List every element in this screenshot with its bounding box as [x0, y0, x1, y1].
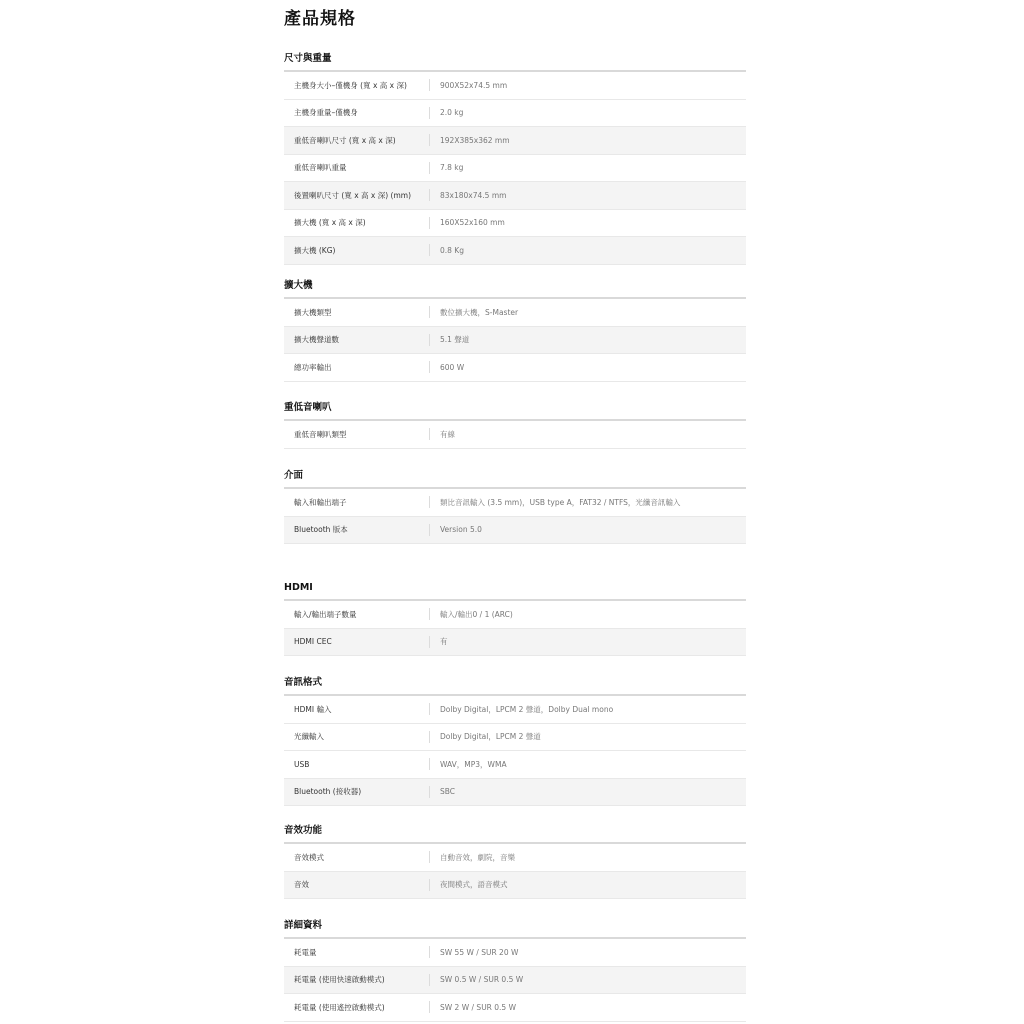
section-title: 音訊格式	[284, 677, 323, 688]
spec-row	[284, 629, 746, 657]
spec-value: 7.8 kg	[440, 163, 464, 173]
spec-value: 160X52x160 mm	[440, 218, 505, 228]
spec-value: 夜間模式，語音模式	[440, 880, 508, 890]
spec-label: 重低音喇叭類型	[294, 429, 347, 439]
spec-label: 擴大機 (寬 x 高 x 深)	[294, 218, 366, 228]
spec-value: Version 5.0	[440, 525, 482, 535]
section-audio-formats	[284, 676, 746, 806]
spec-value: 600 W	[440, 362, 465, 372]
spec-label: 音效	[294, 880, 309, 890]
spec-value: Dolby Digital，LPCM 2 聲道	[440, 732, 541, 742]
spec-row	[284, 489, 746, 517]
spec-row	[284, 327, 746, 355]
spec-label: 耗電量 (使用遙控啟動模式)	[294, 1002, 385, 1012]
spec-row	[284, 299, 746, 327]
spec-value: 類比音訊輸入 (3.5 mm)，USB type A，FAT32 / NTFS，光纖音訊輸入	[440, 497, 681, 507]
spec-value: 5.1 聲道	[440, 335, 470, 345]
spec-row	[284, 517, 746, 545]
spec-row	[284, 182, 746, 210]
section-title: 尺寸與重量	[284, 53, 332, 64]
spec-row	[284, 844, 746, 872]
section-details	[284, 919, 746, 1022]
spec-label: 音效模式	[294, 852, 324, 862]
spec-label: HDMI 輸入	[294, 704, 332, 714]
spec-row	[284, 100, 746, 128]
spec-row	[284, 967, 746, 995]
section-sound-features	[284, 824, 746, 899]
spec-label: 擴大機聲道數	[294, 335, 339, 345]
section-amplifier	[284, 279, 746, 382]
section-title: 介面	[284, 470, 304, 481]
spec-value: SW 0.5 W / SUR 0.5 W	[440, 975, 524, 985]
section-interface	[284, 469, 746, 544]
spec-row	[284, 72, 746, 100]
page-title: 產品規格	[284, 9, 356, 29]
spec-value: SW 2 W / SUR 0.5 W	[440, 1002, 516, 1012]
spec-value: 2.0 kg	[440, 108, 464, 118]
spec-value: 900X52x74.5 mm	[440, 80, 508, 90]
spec-value: 自動音效，劇院，音樂	[440, 852, 515, 862]
spec-row	[284, 127, 746, 155]
spec-label: USB	[294, 759, 310, 769]
spec-value: 有	[440, 637, 448, 647]
section-dimensions	[284, 52, 746, 265]
spec-label: 後置喇叭尺寸 (寬 x 高 x 深) (mm)	[294, 190, 411, 200]
spec-label: 耗電量	[294, 947, 317, 957]
section-subwoofer	[284, 401, 746, 449]
spec-row	[284, 994, 746, 1022]
spec-row	[284, 939, 746, 967]
spec-label: 擴大機 (KG)	[294, 245, 336, 255]
spec-value: 有線	[440, 429, 455, 439]
spec-value: SW 55 W / SUR 20 W	[440, 947, 519, 957]
spec-row	[284, 237, 746, 265]
spec-label: 主機身重量–僅機身	[294, 108, 358, 118]
spec-label: 主機身大小–僅機身 (寬 x 高 x 深)	[294, 80, 407, 90]
spec-label: 輸入和輸出端子	[294, 497, 347, 507]
spec-row	[284, 724, 746, 752]
spec-value: WAV，MP3，WMA	[440, 759, 507, 769]
section-title: HDMI	[284, 582, 313, 593]
spec-row	[284, 601, 746, 629]
spec-label: 耗電量 (使用快速啟動模式)	[294, 975, 385, 985]
spec-label: 重低音喇叭尺寸 (寬 x 高 x 深)	[294, 135, 396, 145]
spec-label: 輸入/輸出端子數量	[294, 609, 357, 619]
section-title: 重低音喇叭	[284, 402, 332, 413]
spec-value: 83x180x74.5 mm	[440, 190, 507, 200]
spec-value: 輸入/輸出0 / 1 (ARC)	[440, 609, 513, 619]
spec-row	[284, 354, 746, 382]
spec-label: Bluetooth (接收器)	[294, 787, 362, 797]
section-title: 擴大機	[284, 280, 313, 291]
spec-row	[284, 779, 746, 807]
spec-label: Bluetooth 版本	[294, 525, 348, 535]
section-title: 音效功能	[284, 825, 323, 836]
spec-row	[284, 872, 746, 900]
spec-row	[284, 696, 746, 724]
spec-row	[284, 210, 746, 238]
section-hdmi	[284, 581, 746, 656]
spec-label: 重低音喇叭重量	[294, 163, 347, 173]
spec-row	[284, 751, 746, 779]
spec-value: 數位擴大機，S-Master	[440, 307, 519, 317]
spec-label: 總功率輸出	[294, 362, 332, 372]
spec-label: 光纖輸入	[294, 732, 324, 742]
spec-value: 192X385x362 mm	[440, 135, 510, 145]
spec-label: HDMI CEC	[294, 637, 332, 647]
spec-row	[284, 155, 746, 183]
spec-value: Dolby Digital，LPCM 2 聲道，Dolby Dual mono	[440, 704, 614, 714]
section-title: 詳細資料	[284, 920, 323, 931]
spec-value: 0.8 Kg	[440, 245, 464, 255]
spec-row	[284, 421, 746, 449]
spec-value: SBC	[440, 787, 456, 797]
spec-label: 擴大機類型	[294, 307, 332, 317]
